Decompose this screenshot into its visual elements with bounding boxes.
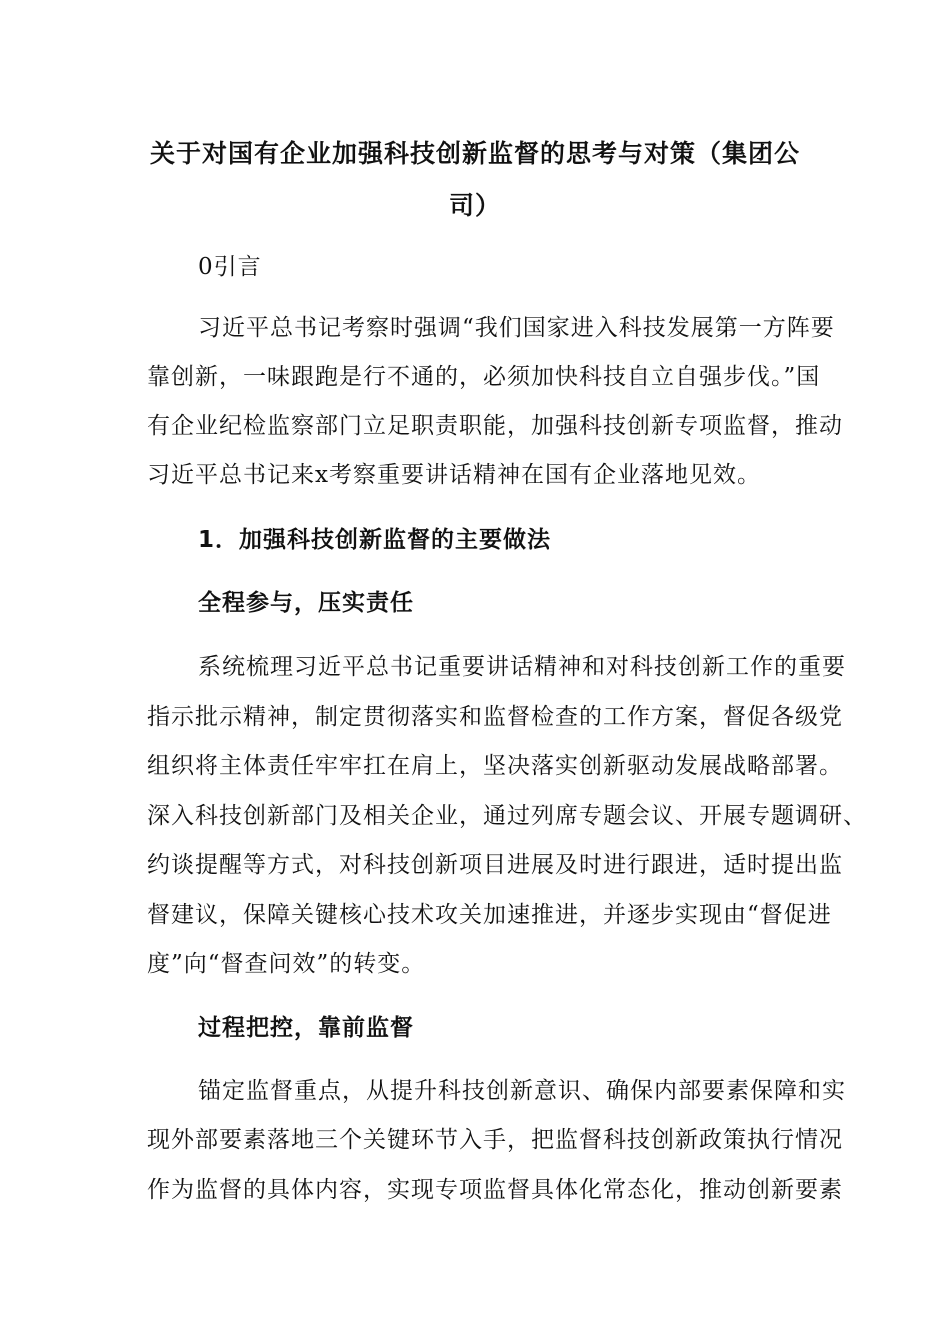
section-1-heading: 1．加强科技创新监督的主要做法	[198, 527, 552, 553]
intro-heading: 0引言	[198, 254, 262, 280]
intro-line-2: 靠创新，一味跟跑是行不通的，必须加快科技自立自强步伐。”国	[147, 364, 821, 390]
subsection-1-line-5: 约谈提醒等方式，对科技创新项目进展及时进行跟进，适时提出监	[147, 852, 843, 878]
intro-line-4: 习近平总书记来x考察重要讲话精神在国有企业落地见效。	[147, 462, 761, 488]
intro-line-3: 有企业纪检监察部门立足职责职能，加强科技创新专项监督，推动	[147, 413, 843, 439]
subsection-1-line-7: 度”向“督查问效”的转变。	[147, 951, 426, 977]
subsection-1-line-3: 组织将主体责任牢牢扛在肩上，坚决落实创新驱动发展战略部署。	[147, 753, 843, 779]
subsection-1-line-6: 督建议，保障关键核心技术攻关加速推进，并逐步实现由“督促进	[147, 902, 832, 928]
subsection-1-line-4: 深入科技创新部门及相关企业，通过列席专题会议、开展专题调研、	[147, 803, 867, 829]
subsection-1-line-2: 指示批示精神，制定贯彻落实和监督检查的工作方案，督促各级党	[147, 704, 843, 730]
intro-line-1: 习近平总书记考察时强调“我们国家进入科技发展第一方阵要	[198, 315, 835, 341]
subsection-1-heading: 全程参与，压实责任	[198, 590, 414, 616]
document-title: 关于对国有企业加强科技创新监督的思考与对策（集团公司）	[149, 139, 800, 220]
subsection-1-line-1: 系统梳理习近平总书记重要讲话精神和对科技创新工作的重要	[198, 654, 846, 680]
subsection-2-line-1: 锚定监督重点，从提升科技创新意识、确保内部要素保障和实	[198, 1078, 846, 1104]
subsection-2-line-3: 作为监督的具体内容，实现专项监督具体化常态化，推动创新要素	[147, 1177, 843, 1203]
subsection-2-heading: 过程把控，靠前监督	[198, 1015, 414, 1041]
subsection-2-line-2: 现外部要素落地三个关键环节入手，把监督科技创新政策执行情况	[147, 1127, 843, 1153]
